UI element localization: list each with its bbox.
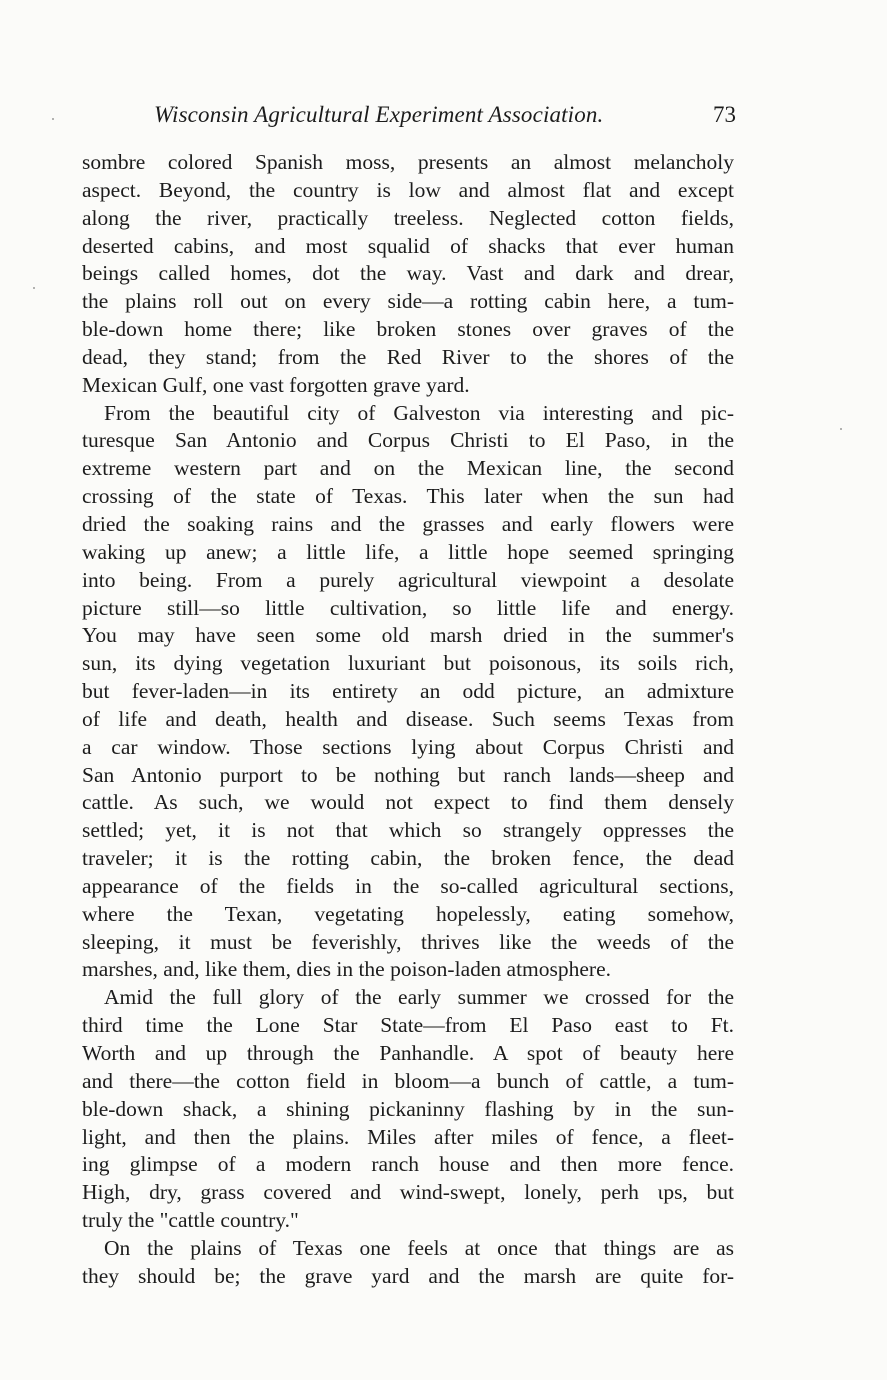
text-line: into being. From a purely agricultural viewpoint a desolate <box>82 567 734 592</box>
paper-speck <box>52 118 54 120</box>
text-line: aspect. Beyond, the country is low and almost flat and except <box>82 177 734 202</box>
text-line: deserted cabins, and most squalid of shacks that ever human <box>82 233 734 258</box>
text-line: traveler; it is the rotting cabin, the broken fence, the dead <box>82 846 734 871</box>
text-line: settled; yet, it is not that which so strangely oppresses the <box>82 818 734 843</box>
text-line: You may have seen some old marsh dried in the summer's <box>82 623 734 648</box>
paragraph-first-line: From the beautiful city of Galveston via interesting and pic- <box>104 400 734 425</box>
text-line: along the river, practically treeless. Neglected cotton fields, <box>82 205 734 230</box>
text-line: beings called homes, dot the way. Vast and dark and drear, <box>82 261 734 286</box>
text-line: sun, its dying vegetation luxuriant but poisonous, its soils rich, <box>82 651 734 676</box>
text-line: but fever-laden—in its entirety an odd picture, an admixture <box>82 679 734 704</box>
paragraph-first-line: On the plains of Texas one feels at once that things are as <box>104 1235 734 1260</box>
running-header <box>82 98 736 132</box>
text-line: cattle. As such, we would not expect to find them densely <box>82 790 734 815</box>
text-line: High, dry, grass covered and wind-swept, lonely, perh ιps, but <box>82 1180 734 1205</box>
text-line: Worth and up through the Panhandle. A spot of beauty here <box>82 1041 734 1065</box>
text-line: waking up anew; a little life, a little hope seemed springing <box>82 539 734 564</box>
body-text <box>82 149 734 1291</box>
text-line: a car window. Those sections lying about Corpus Christi and <box>82 734 734 759</box>
text-line: dried the soaking rains and the grasses and early flowers were <box>82 511 734 536</box>
page-number: 73 <box>713 102 736 127</box>
text-line: of life and death, health and disease. Such seems Texas from <box>82 706 734 731</box>
text-line: ing glimpse of a modern ranch house and then more fence. <box>82 1152 734 1177</box>
text-line: San Antonio purport to be nothing but ranch lands—sheep and <box>82 762 734 787</box>
text-line: turesque San Antonio and Corpus Christi to El Paso, in the <box>82 428 734 453</box>
text-line: ble-down home there; like broken stones over graves of the <box>82 317 734 342</box>
paper-speck <box>840 428 842 430</box>
text-line: crossing of the state of Texas. This later when the sun had <box>82 484 734 509</box>
text-line: sombre colored Spanish moss, presents an almost melancholy <box>82 150 734 174</box>
text-line: ble-down shack, a shining pickaninny flashing by in the sun- <box>82 1096 734 1121</box>
text-line: and there—the cotton field in bloom—a bunch of cattle, a tum- <box>82 1068 734 1093</box>
text-line: Mexican Gulf, one vast forgotten grave yard. <box>82 372 470 397</box>
text-line: dead, they stand; from the Red River to the shores of the <box>82 344 734 369</box>
running-title: Wisconsin Agricultural Experiment Association. <box>154 102 604 127</box>
text-line: picture still—so little cultivation, so little life and energy. <box>82 595 734 620</box>
text-line: where the Texan, vegetating hopelessly, eating somehow, <box>82 901 734 926</box>
text-line: marshes, and, like them, dies in the poison-laden atmosphere. <box>82 957 612 982</box>
text-line: the plains roll out on every side—a rotting cabin here, a tum- <box>82 289 734 314</box>
text-line: appearance of the fields in the so-called agricultural sections, <box>82 873 734 898</box>
text-line: sleeping, it must be feverishly, thrives like the weeds of the <box>82 929 734 954</box>
paragraph-first-line: Amid the full glory of the early summer we crossed for the <box>104 985 734 1010</box>
text-line: they should be; the grave yard and the marsh are quite for- <box>82 1263 734 1288</box>
text-line: truly the "cattle country." <box>82 1208 299 1233</box>
text-line: light, and then the plains. Miles after miles of fence, a fleet- <box>82 1124 734 1149</box>
text-line: extreme western part and on the Mexican line, the second <box>82 456 734 481</box>
paper-speck <box>33 287 35 289</box>
text-line: third time the Lone Star State—from El Paso east to Ft. <box>82 1013 734 1038</box>
